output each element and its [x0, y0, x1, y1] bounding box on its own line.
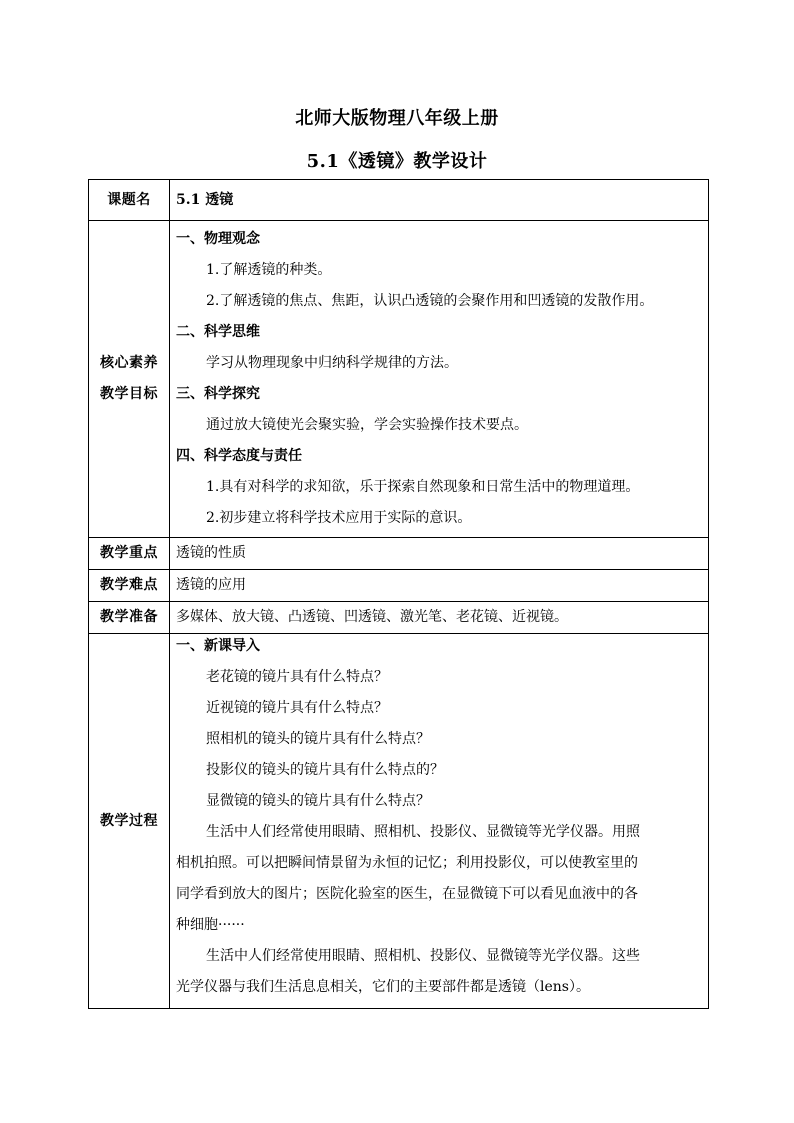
table-row-difficulty	[89, 570, 709, 602]
document-title: 北师大版物理八年级上册	[295, 108, 499, 129]
document-subtitle: 5.1《透镜》教学设计	[306, 151, 488, 172]
goals-item: 2.初步建立将科学技术应用于实际的意识。	[206, 510, 472, 526]
process-content	[170, 634, 709, 1009]
table-row-topic	[89, 180, 709, 221]
process-question: 投影仪的镜头的镜片具有什么特点的？	[206, 762, 444, 778]
paragraph-line: 生活中人们经常使用眼睛、照相机、投影仪、显微镜等光学仪器。用照	[206, 824, 640, 840]
label-preparation: 教学准备	[89, 602, 170, 634]
process-paragraph	[170, 941, 708, 1003]
process-question: 照相机的镜头的镜片具有什么特点？	[206, 731, 430, 747]
goals-item: 1.具有对科学的求知欲，乐于探索自然现象和日常生活中的物理道理。	[206, 479, 640, 495]
process-paragraph	[170, 817, 708, 941]
difficulty-text: 透镜的应用	[176, 577, 246, 593]
label-topic: 课题名	[89, 180, 170, 221]
paragraph-line: 生活中人们经常使用眼睛、照相机、投影仪、显微镜等光学仪器。这些	[206, 948, 640, 964]
goals-section-heading: 二、科学思维	[176, 324, 260, 340]
value-difficulty	[170, 570, 709, 602]
goals-item: 学习从物理现象中归纳科学规律的方法。	[206, 355, 458, 371]
goals-item: 1.了解透镜的种类。	[206, 262, 332, 278]
topic-text: 5.1 透镜	[176, 191, 234, 208]
value-topic	[170, 180, 709, 221]
paragraph-line: 光学仪器与我们生活息息相关，它们的主要部件都是透镜（lens）。	[176, 979, 590, 995]
label-goals: 核心素养 教学目标	[89, 221, 170, 538]
table-row-goals	[89, 221, 709, 538]
process-question: 近视镜的镜片具有什么特点？	[206, 700, 388, 716]
label-difficulty: 教学难点	[89, 570, 170, 602]
paragraph-line: 种细胞······	[176, 917, 245, 933]
paragraph-line: 同学看到放大的图片；医院化验室的医生，在显微镜下可以看见血液中的各	[176, 886, 638, 902]
goals-item: 2.了解透镜的焦点、焦距，认识凸透镜的会聚作用和凹透镜的发散作用。	[206, 293, 654, 309]
goals-item: 通过放大镜使光会聚实验，学会实验操作技术要点。	[206, 417, 528, 433]
preparation-text: 多媒体、放大镜、凸透镜、凹透镜、激光笔、老花镜、近视镜。	[176, 609, 568, 625]
process-question: 老花镜的镜片具有什么特点？	[206, 669, 388, 685]
goals-section-heading: 四、科学态度与责任	[176, 448, 302, 464]
table-row-process	[89, 634, 709, 1009]
process-question: 显微镜的镜头的镜片具有什么特点？	[206, 793, 430, 809]
process-heading: 一、新课导入	[176, 638, 260, 654]
label-key-point: 教学重点	[89, 538, 170, 570]
goals-content	[170, 221, 709, 538]
paragraph-line: 相机拍照。可以把瞬间情景留为永恒的记忆；利用投影仪，可以使教室里的	[176, 855, 638, 871]
goals-section-heading: 三、科学探究	[176, 386, 260, 402]
table-row-preparation	[89, 602, 709, 634]
table-row-key-point	[89, 538, 709, 570]
value-key-point	[170, 538, 709, 570]
key-point-text: 透镜的性质	[176, 545, 246, 561]
lesson-plan-table	[88, 179, 709, 1009]
value-preparation	[170, 602, 709, 634]
goals-section-heading: 一、物理观念	[176, 231, 260, 247]
label-process: 教学过程	[89, 634, 170, 1009]
